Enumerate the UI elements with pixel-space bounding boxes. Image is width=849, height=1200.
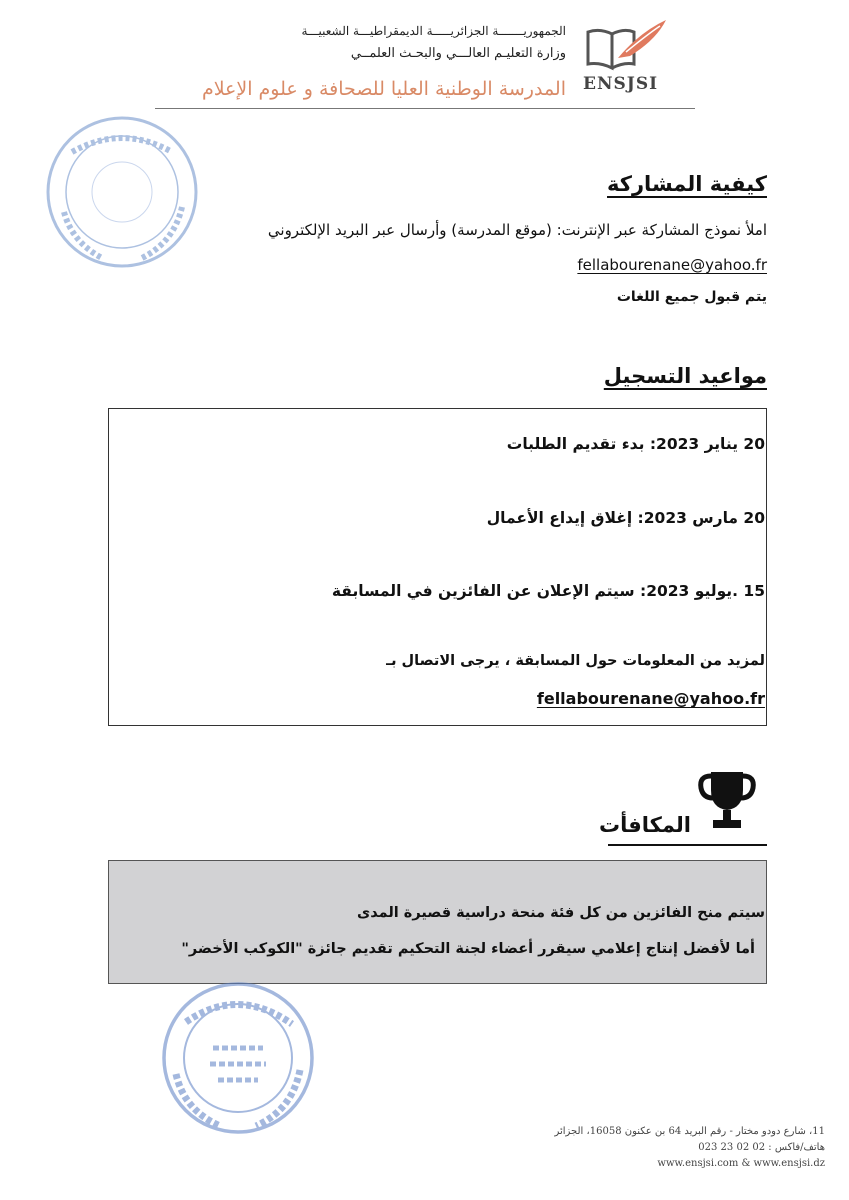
stamp-bottom bbox=[158, 978, 318, 1142]
header-divider bbox=[155, 108, 695, 109]
registration-item: 20 يناير 2023: بدء تقديم الطلبات bbox=[506, 435, 765, 453]
trophy-icon bbox=[697, 768, 757, 836]
rewards-line-2: أما لأفضل إنتاج إعلامي سيقرر أعضاء لجنة التحكيم تقديم جائزة "الكوكب الأخضر" bbox=[181, 941, 755, 957]
participation-instruction: املأ نموذج المشاركة عبر الإنترنت: (موقع المدرسة) وأرسال عبر البريد الإلكتروني bbox=[267, 221, 767, 239]
header-republic: الجمهوريـــــــة الجزائريـــــة الديمقراطيـــة الشعبيـــة bbox=[301, 24, 566, 38]
participation-email-link[interactable]: fellabourenane@yahoo.fr bbox=[577, 256, 767, 274]
logo-text: ENSJSI bbox=[583, 74, 659, 94]
stamp-top bbox=[42, 112, 202, 276]
school-logo bbox=[578, 12, 678, 102]
registration-box bbox=[108, 408, 767, 726]
footer-address: 11، شارع دودو مختار - رقم البريد 64 بن عكنون 16058، الجزائر bbox=[554, 1126, 825, 1137]
rewards-heading: المكافأت bbox=[599, 813, 691, 837]
registration-heading: مواعيد التسجيل bbox=[603, 364, 767, 388]
registration-item: 15 .يوليو 2023: سيتم الإعلان عن الفائزين في المسابقة bbox=[331, 582, 765, 600]
participation-heading: كيفية المشاركة bbox=[607, 172, 767, 196]
rewards-heading-rule bbox=[608, 844, 767, 846]
more-info-text: لمزيد من المعلومات حول المسابقة ، يرجى الاتصال بـ bbox=[386, 653, 765, 669]
languages-note: يتم قبول جميع اللغات bbox=[616, 289, 767, 305]
book-quill-icon bbox=[578, 12, 678, 72]
rewards-line-1: سيتم منح الفائزين من كل فئة منحة دراسية قصيرة المدى bbox=[356, 905, 765, 921]
header-school-name: المدرسة الوطنية العليا للصحافة و علوم الإعلام bbox=[201, 78, 566, 100]
rewards-box bbox=[108, 860, 767, 984]
footer-website[interactable]: www.ensjsi.com & www.ensjsi.dz bbox=[657, 1158, 825, 1169]
header-ministry: وزارة التعليـم العالـــي والبحـث العلمــي bbox=[350, 46, 566, 61]
registration-email-link[interactable]: fellabourenane@yahoo.fr bbox=[536, 689, 765, 708]
footer-phone: هاتف/فاكس : 02 02 23 023 bbox=[698, 1142, 825, 1153]
registration-item: 20 مارس 2023: إغلاق إيداع الأعمال bbox=[486, 509, 765, 527]
